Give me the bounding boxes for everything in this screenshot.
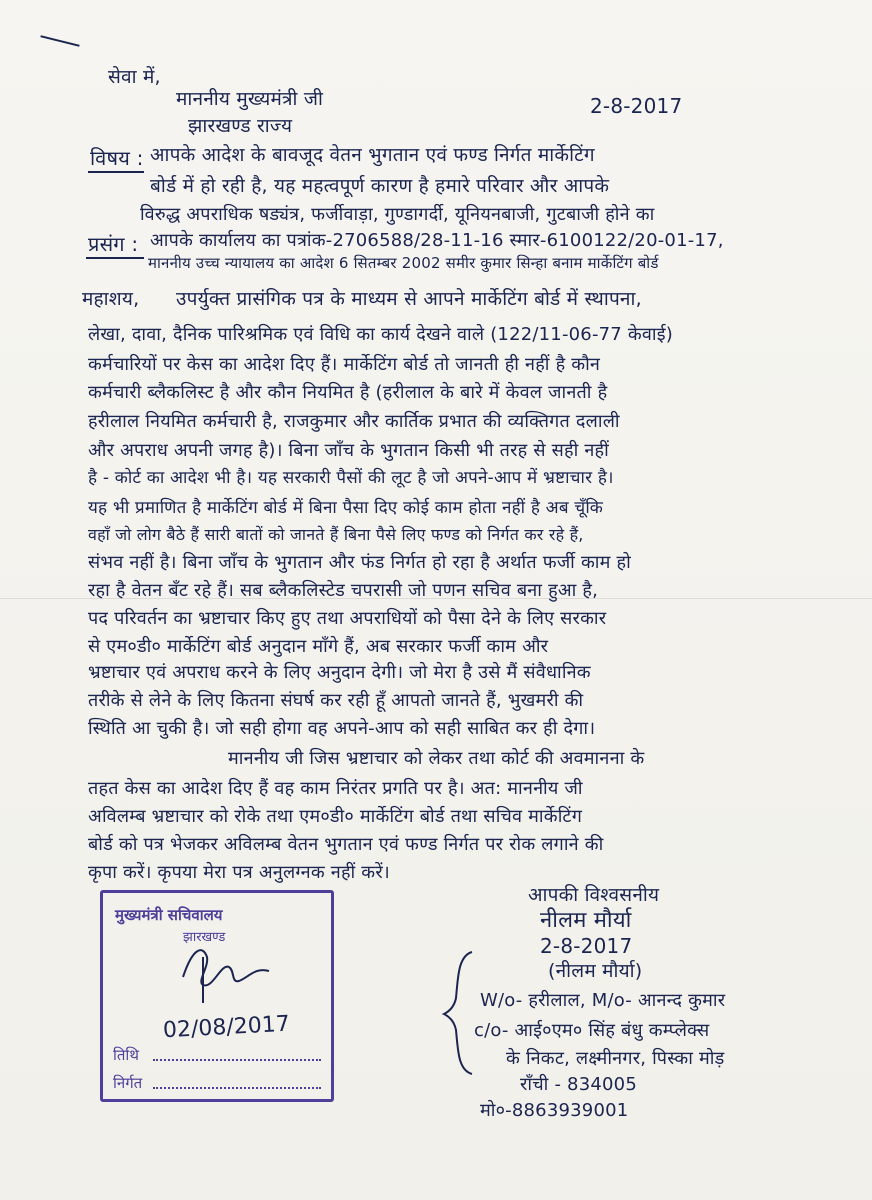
address-brace bbox=[440, 948, 480, 1078]
signature-date: 2-8-2017 bbox=[540, 934, 633, 958]
stamp-date-value: 02/08/2017 bbox=[162, 1011, 291, 1044]
subject-line-2: बोर्ड में हो रही है, यह महत्वपूर्ण कारण है हमारे परिवार और आपके bbox=[150, 175, 610, 197]
reference-underline bbox=[86, 257, 144, 259]
salutation-to: सेवा में, bbox=[108, 66, 161, 88]
letter-date: 2-8-2017 bbox=[590, 94, 683, 118]
stamp-date-rule bbox=[153, 1059, 321, 1061]
closing: आपकी विश्वसनीय bbox=[528, 884, 660, 906]
recipient-line-2: झारखण्ड राज्य bbox=[188, 115, 293, 137]
subject-underline bbox=[88, 171, 144, 173]
body-line-14: भ्रष्टाचार एवं अपराध करने के लिए अनुदान देगी। जो मेरा है उसे मैं संवैधानिक bbox=[88, 662, 591, 683]
reference-line-1: आपके कार्यालय का पत्रांक-2706588/28-11-16 स्मार-6100122/20-01-17, bbox=[150, 230, 724, 251]
body-line-16: स्थिति आ चुकी है। जो सही होगा वह अपने-आप को सही साबित कर ही देगा। bbox=[88, 718, 596, 739]
reference-label: प्रसंग : bbox=[88, 232, 139, 256]
body-line-11: रहा है वेतन बँट रहे हैं। सब ब्लैकलिस्टेड चपरासी जो पणन सचिव बना हुआ है, bbox=[88, 580, 599, 601]
signature-text: नीलम मौर्या bbox=[540, 908, 632, 933]
stamp-dispatch-label: निर्गत bbox=[113, 1074, 143, 1092]
stamp-title: मुख्यमंत्री सचिवालय bbox=[115, 906, 223, 924]
body-line-3: कर्मचारियों पर केस का आदेश दिए हैं। मार्केटिंग बोर्ड तो जानती ही नहीं है कौन bbox=[88, 354, 601, 375]
body-line-21: कृपा करें। कृपया मेरा पत्र अनुलग्नक नहीं करें। bbox=[88, 862, 390, 883]
body-line-19: अविलम्ब भ्रष्टाचार को रोके तथा एम०डी० मार्केटिंग बोर्ड तथा सचिव मार्केटिंग bbox=[88, 806, 583, 827]
body-line-2: लेखा, दावा, दैनिक पारिश्रमिक एवं विधि का कार्य देखने वाले (122/11-06-77 केवाई) bbox=[88, 324, 674, 345]
pen-dash-mark bbox=[40, 35, 79, 47]
body-line-15: तरीके से लेने के लिए कितना संघर्ष कर रही हूँ आपतो जानते हैं, भुखमरी की bbox=[88, 690, 584, 711]
name-bracket: (नीलम मौर्या) bbox=[548, 960, 643, 982]
body-line-6: और अपराध अपनी जगह है)। बिना जाँच के भुगतान किसी भी तरह से सही नहीं bbox=[88, 440, 609, 461]
body-line-4: कर्मचारी ब्लैकलिस्ट है और कौन नियमित है (हरीलाल के बारे में केवल जानती है bbox=[88, 382, 608, 403]
greeting: महाशय, bbox=[82, 288, 140, 310]
reference-line-2: माननीय उच्च न्यायालय का आदेश 6 सितम्बर 2002 समीर कुमार सिन्हा बनाम मार्केटिंग बोर्ड bbox=[148, 254, 659, 272]
address-line-5: मो०-8863939001 bbox=[480, 1100, 629, 1121]
body-line-17: माननीय जी जिस भ्रष्टाचार को लेकर तथा कोर्ट की अवमानना के bbox=[228, 748, 645, 769]
body-line-7: है - कोर्ट का आदेश भी है। यह सरकारी पैसों की लूट है जो अपने-आप में भ्रष्टाचार है। bbox=[88, 468, 614, 488]
stamp-dispatch-rule bbox=[153, 1087, 321, 1089]
body-line-10: संभव नहीं है। बिना जाँच के भुगतान और फंड निर्गत हो रहा है अर्थात फर्जी काम हो bbox=[88, 552, 631, 573]
subject-label: विषय : bbox=[90, 146, 144, 170]
body-line-9: वहाँ जो लोग बैठे हैं सारी बातों को जानते हैं बिना पैसे लिए फण्ड को निर्गत कर रहे हैं, bbox=[88, 525, 584, 544]
body-line-13: से एम०डी० मार्केटिंग बोर्ड अनुदान माँगे हैं, अब सरकार फर्जी काम और bbox=[88, 636, 549, 657]
subject-line-3: विरुद्ध अपराधिक षड्यंत्र, फर्जीवाड़ा, गुण्डागर्दी, यूनियनबाजी, गुटबाजी होने का bbox=[140, 204, 655, 225]
body-line-1: उपर्युक्त प्रासंगिक पत्र के माध्यम से आपने मार्केटिंग बोर्ड में स्थापना, bbox=[176, 288, 642, 310]
address-line-4: राँची - 834005 bbox=[520, 1074, 637, 1095]
stamp-date-label: तिथि bbox=[113, 1046, 139, 1064]
body-line-20: बोर्ड को पत्र भेजकर अविलम्ब वेतन भुगतान एवं फण्ड निर्गत पर रोक लगाने की bbox=[88, 834, 604, 855]
stamp-signature bbox=[173, 937, 283, 1007]
address-line-3: के निकट, लक्ष्मीनगर, पिस्का मोड़ bbox=[506, 1048, 725, 1069]
receipt-stamp bbox=[100, 890, 334, 1102]
address-line-1: W/o- हरीलाल, M/o- आनन्द कुमार bbox=[480, 990, 726, 1011]
body-line-18: तहत केस का आदेश दिए हैं वह काम निरंतर प्रगति पर है। अत: माननीय जी bbox=[88, 778, 583, 799]
body-line-8: यह भी प्रमाणित है मार्केटिंग बोर्ड में बिना पैसा दिए कोई काम होता नहीं है अब चूँकि bbox=[88, 498, 604, 518]
recipient-line-1: माननीय मुख्यमंत्री जी bbox=[176, 88, 324, 110]
address-line-2: c/o- आई०एम० सिंह बंधु कम्प्लेक्स bbox=[474, 1020, 710, 1041]
subject-line-1: आपके आदेश के बावजूद वेतन भुगतान एवं फण्ड निर्गत मार्केटिंग bbox=[150, 144, 595, 166]
body-line-12: पद परिवर्तन का भ्रष्टाचार किए हुए तथा अपराधियों को पैसा देने के लिए सरकार bbox=[88, 608, 607, 629]
stamp-subtitle: झारखण्ड bbox=[183, 930, 226, 945]
body-line-5: हरीलाल नियमित कर्मचारी है, राजकुमार और कार्तिक प्रभात की व्यक्तिगत दलाली bbox=[88, 411, 620, 432]
